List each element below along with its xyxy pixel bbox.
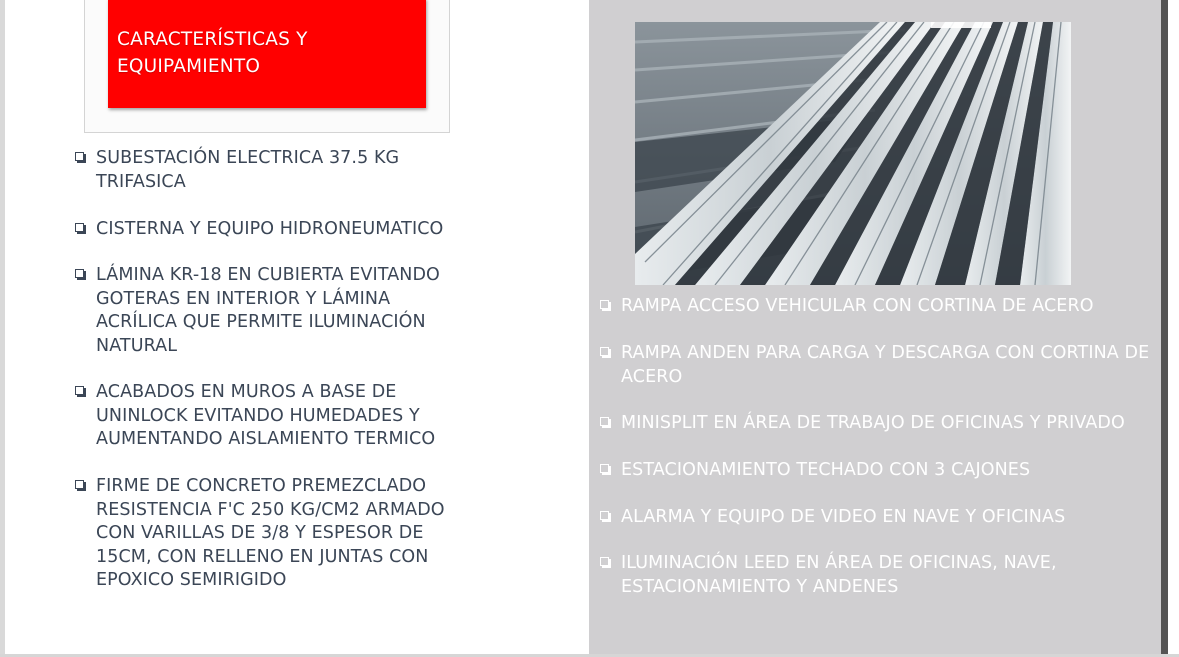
checkbox-square-icon <box>600 417 609 426</box>
title-frame <box>84 0 450 133</box>
feature-text: ACABADOS EN MUROS A BASE DE UNINLOCK EVITANDO HUMEDADES Y AUMENTANDO AISLAMIENTO TERMICO <box>96 382 436 449</box>
checkbox-square-icon <box>600 300 609 309</box>
feature-text: CISTERNA Y EQUIPO HIDRONEUMATICO <box>96 219 444 239</box>
feature-text: RAMPA ACCESO VEHICULAR CON CORTINA DE ACERO <box>621 296 1094 316</box>
feature-text: SUBESTACIÓN ELECTRICA 37.5 KG TRIFASICA <box>96 148 400 192</box>
checkbox-square-icon <box>75 152 84 161</box>
checkbox-square-icon <box>600 511 609 520</box>
right-edge-margin <box>1168 0 1179 657</box>
feature-text: ILUMINACIÓN LEED EN ÁREA DE OFICINAS, NAVE, ESTACIONAMIENTO Y ANDENES <box>621 553 1057 597</box>
feature-text: ALARMA Y EQUIPO DE VIDEO EN NAVE Y OFICINAS <box>621 507 1066 527</box>
feature-text: FIRME DE CONCRETO PREMEZCLADO RESISTENCIA F'C 250 KG/CM2 ARMADO CON VARILLAS DE 3/8 Y ESPESOR DE 15CM, CON RELLENO EN JUNTAS CON EPOXICO SEMIRIGIDO <box>96 476 445 590</box>
checkbox-square-icon <box>600 464 609 473</box>
feature-text: LÁMINA KR-18 EN CUBIERTA EVITANDO GOTERAS EN INTERIOR Y LÁMINA ACRÍLICA QUE PERMITE ILUMINACIÓN NATURAL <box>96 265 440 356</box>
checkbox-square-icon <box>75 223 84 232</box>
roof-photo <box>635 22 1071 285</box>
checkbox-square-icon <box>75 269 84 278</box>
feature-text: MINISPLIT EN ÁREA DE TRABAJO DE OFICINAS Y PRIVADO <box>621 413 1125 433</box>
checkbox-square-icon <box>600 347 609 356</box>
checkbox-square-icon <box>75 480 84 489</box>
title-box <box>108 0 426 108</box>
checkbox-square-icon <box>75 386 84 395</box>
feature-text: ESTACIONAMIENTO TECHADO CON 3 CAJONES <box>621 460 1031 480</box>
feature-text: RAMPA ANDEN PARA CARGA Y DESCARGA CON CORTINA DE ACERO <box>621 343 1150 387</box>
checkbox-square-icon <box>600 557 609 566</box>
page-title: CARACTERÍSTICAS Y EQUIPAMIENTO <box>117 29 308 77</box>
right-edge-bar <box>1161 0 1168 657</box>
